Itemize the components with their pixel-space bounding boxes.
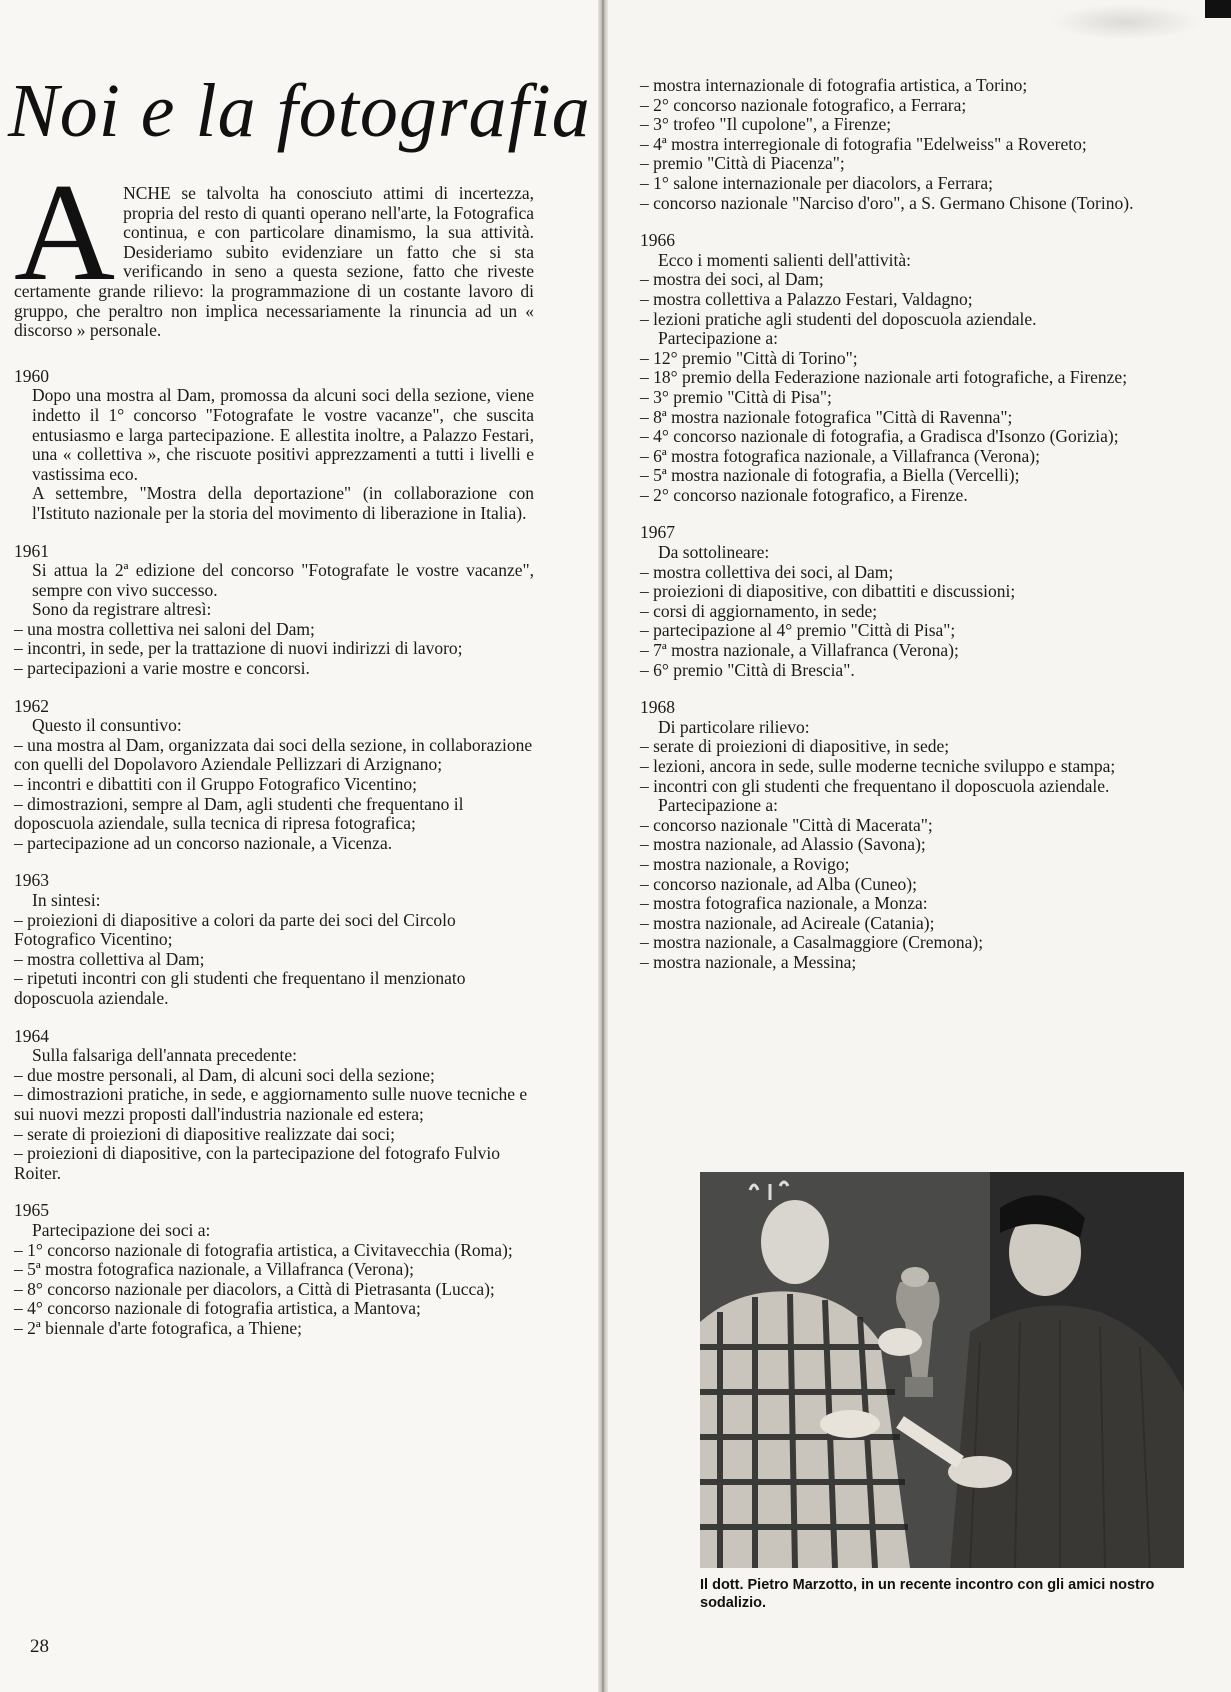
list-item: – mostra nazionale, a Messina; <box>640 951 857 972</box>
list-item: – concorso nazionale "Narciso d'oro", a S. Germano Chisone (Torino). <box>640 192 1134 213</box>
list-item: – mostra collettiva dei soci, al Dam; <box>640 561 894 582</box>
list-item: – 6° premio "Città di Brescia". <box>640 659 855 680</box>
list-item: – 8° concorso nazionale per diacolors, a Città di Pietrasanta (Lucca); <box>14 1278 495 1299</box>
year-section <box>14 697 534 854</box>
list-item: – concorso nazionale, ad Alba (Cuneo); <box>640 873 917 894</box>
list-item: – una mostra collettiva nei saloni del Dam; <box>14 618 315 639</box>
list-item: – corsi di aggiornamento, in sede; <box>640 600 878 621</box>
year-section <box>14 367 534 524</box>
book-gutter <box>598 0 608 1692</box>
year-heading: 1966 <box>640 230 675 251</box>
year-section <box>14 1201 534 1338</box>
list-item: – partecipazioni a varie mostre e concorsi. <box>14 658 310 679</box>
left-sections <box>14 367 534 1339</box>
list-item: – 4ª mostra interregionale di fotografia "Edelweiss" a Rovereto; <box>640 133 1087 154</box>
year-section <box>640 231 1185 505</box>
list-item: – serate di proiezioni di diapositive, in sede; <box>640 736 950 757</box>
year-section <box>14 1027 534 1184</box>
list-item: – 12° premio "Città di Torino"; <box>640 347 858 368</box>
list-item: – 3° premio "Città di Pisa"; <box>640 386 832 407</box>
page-number: 28 <box>30 1636 49 1657</box>
list-item: – mostra internazionale di fotografia artistica, a Torino; <box>640 75 1028 95</box>
year-heading: 1965 <box>14 1200 49 1221</box>
year-heading: 1968 <box>640 697 675 718</box>
section-paragraph: Di particolare rilievo: <box>658 716 810 737</box>
year-section <box>14 542 534 679</box>
section-paragraph: Ecco i momenti salienti dell'attività: <box>658 249 911 270</box>
list-item: – 5ª mostra nazionale di fotografia, a Biella (Vercelli); <box>640 465 1020 486</box>
section-paragraph: Partecipazione a: <box>658 328 779 349</box>
section-paragraph: Sono da registrare altresì: <box>32 599 212 620</box>
year-heading: 1964 <box>14 1025 49 1046</box>
photo-illustration <box>700 1172 1184 1568</box>
year-heading: 1961 <box>14 540 49 561</box>
list-item: – 7ª mostra nazionale, a Villafranca (Verona); <box>640 640 959 661</box>
intro-paragraph <box>14 155 534 341</box>
section-paragraph: In sintesi: <box>32 890 101 910</box>
list-item: – premio "Città di Piacenza"; <box>640 153 845 174</box>
list-item: – 2° concorso nazionale fotografico, a Ferrara; <box>640 94 967 115</box>
list-item: – incontri, in sede, per la trattazione di nuovi indirizzi di lavoro; <box>14 638 463 659</box>
list-item: – lezioni pratiche agli studenti del doposcuola aziendale. <box>640 308 1037 329</box>
list-item: – 6ª mostra fotografica nazionale, a Villafranca (Verona); <box>640 445 1040 466</box>
left-column <box>14 155 534 1356</box>
list-item: – 2ª biennale d'arte fotografica, a Thiene; <box>14 1317 303 1338</box>
list-item: – mostra dei soci, al Dam; <box>640 269 824 290</box>
list-item: – 1° salone internazionale per diacolors, a Ferrara; <box>640 172 993 193</box>
list-item: – partecipazione ad un concorso nazionale, a Vicenza. <box>14 832 393 853</box>
year-section <box>640 523 1185 680</box>
list-item: – 8ª mostra nazionale fotografica "Città di Ravenna"; <box>640 406 1013 427</box>
list-item: – due mostre personali, al Dam, di alcuni soci della sezione; <box>14 1064 435 1085</box>
list-item: – serate di proiezioni di diapositive realizzate dai soci; <box>14 1123 395 1144</box>
continued-list <box>640 76 1185 213</box>
section-paragraph: Partecipazione dei soci a: <box>32 1219 211 1240</box>
list-item: – 2° concorso nazionale fotografico, a Firenze. <box>640 484 968 505</box>
section-paragraph: Questo il consuntivo: <box>32 715 182 736</box>
list-item: – mostra fotografica nazionale, a Monza: <box>640 893 928 914</box>
list-item: – partecipazione al 4° premio "Città di Pisa"; <box>640 620 956 641</box>
right-column <box>640 76 1185 991</box>
list-item: – mostra collettiva a Palazzo Festari, Valdagno; <box>640 288 973 309</box>
list-item: – 3° trofeo "Il cupolone", a Firenze; <box>640 114 892 135</box>
list-item: – mostra nazionale, ad Alassio (Savona); <box>640 834 926 855</box>
section-paragraph: Sulla falsariga dell'annata precedente: <box>32 1045 298 1066</box>
section-paragraph: Si attua la 2ª edizione del concorso "Fotografate le vostre vacanze", sempre con vivo successo. <box>32 560 534 600</box>
year-heading: 1960 <box>14 365 49 386</box>
list-item: – proiezioni di diapositive, con la partecipazione del fotografo Fulvio Roiter. <box>14 1143 500 1183</box>
drop-cap: A <box>14 155 116 310</box>
section-paragraph: A settembre, "Mostra della deportazione" (in collaborazione con l'Istituto nazionale per la storia del movimento di liberazione in Italia). <box>32 483 534 523</box>
list-item: – concorso nazionale "Città di Macerata"; <box>640 814 933 835</box>
list-item: – proiezioni di diapositive, con dibattiti e discussioni; <box>640 581 1016 602</box>
year-section <box>640 698 1185 972</box>
list-item: – mostra nazionale, ad Acireale (Catania); <box>640 912 935 933</box>
list-item: – mostra collettiva al Dam; <box>14 948 205 969</box>
award-photo <box>700 1172 1184 1568</box>
scan-smudge <box>1051 4 1201 40</box>
list-item: – 18° premio della Federazione nazionale arti fotografiche, a Firenze; <box>640 367 1128 388</box>
list-item: – ripetuti incontri con gli studenti che frequentano il menzionato doposcuola aziendale. <box>14 968 466 1008</box>
list-item: – 4° concorso nazionale di fotografia artistica, a Mantova; <box>14 1298 421 1319</box>
list-item: – mostra nazionale, a Rovigo; <box>640 853 850 874</box>
list-item: – dimostrazioni pratiche, in sede, e aggiornamento sulle nuove tecniche e sui nuovi mezzi proposti dall'industria nazionale ed estera; <box>14 1084 528 1124</box>
list-item: – una mostra al Dam, organizzata dai soci della sezione, in collaborazione con quelli del Dopolavoro Aziendale Pellizzari di Arzignano; <box>14 734 533 775</box>
intro-text: NCHE se talvolta ha conosciuto attimi di incertezza, propria del resto di quanti operano nell'arte, la Fotografica continua, e con particolare dinamismo, la sua attività. Desideriamo subito evidenziare un fatto che si sta verificando in seno a questa sezione, fatto che riveste certamente grande rilievo: la programmazione di un costante lavoro di gruppo, che peraltro non implica necessariamente la rinuncia ad un « discorso » personale. <box>14 183 534 341</box>
list-item: – 5ª mostra fotografica nazionale, a Villafranca (Verona); <box>14 1259 414 1280</box>
year-heading: 1963 <box>14 870 49 891</box>
year-section <box>14 871 534 1008</box>
photo-caption: Il dott. Pietro Marzotto, in un recente incontro con gli amici nostro sodalizio. <box>700 1577 1155 1611</box>
list-item: – proiezioni di diapositive a colori da parte dei soci del Circolo Fotografico Vicentino; <box>14 909 456 950</box>
section-paragraph: Da sottolineare: <box>658 542 770 563</box>
section-paragraph: Partecipazione a: <box>658 795 779 816</box>
list-item: – incontri con gli studenti che frequentano il doposcuola aziendale. <box>640 775 1110 796</box>
list-item: – 4° concorso nazionale di fotografia, a Gradisca d'Isonzo (Gorizia); <box>640 426 1119 447</box>
year-heading: 1962 <box>14 695 49 716</box>
page-edge-marker <box>1205 0 1231 18</box>
list-item: – dimostrazioni, sempre al Dam, agli studenti che frequentano il doposcuola aziendale, sulla tecnica di ripresa fotografica; <box>14 793 464 834</box>
list-item: – incontri e dibattiti con il Gruppo Fotografico Vicentino; <box>14 774 417 795</box>
list-item: – lezioni, ancora in sede, sulle moderne tecniche sviluppo e stampa; <box>640 756 1116 776</box>
section-paragraph: Dopo una mostra al Dam, promossa da alcuni soci della sezione, viene indetto il 1° concorso "Fotografate le vostre vacanze", che suscita entusiasmo e larga partecipazione. E allestita inoltre, a Palazzo Festari, una « collettiva », che riscuote positivi apprezzamenti a tutti i livelli e vastissima eco. <box>32 385 534 484</box>
right-sections <box>640 231 1185 972</box>
year-heading: 1967 <box>640 522 675 543</box>
list-item: – mostra nazionale, a Casalmaggiore (Cremona); <box>640 932 984 953</box>
list-item: – 1° concorso nazionale di fotografia artistica, a Civitavecchia (Roma); <box>14 1239 513 1260</box>
article-title: Noi e la fotografia <box>8 69 591 153</box>
